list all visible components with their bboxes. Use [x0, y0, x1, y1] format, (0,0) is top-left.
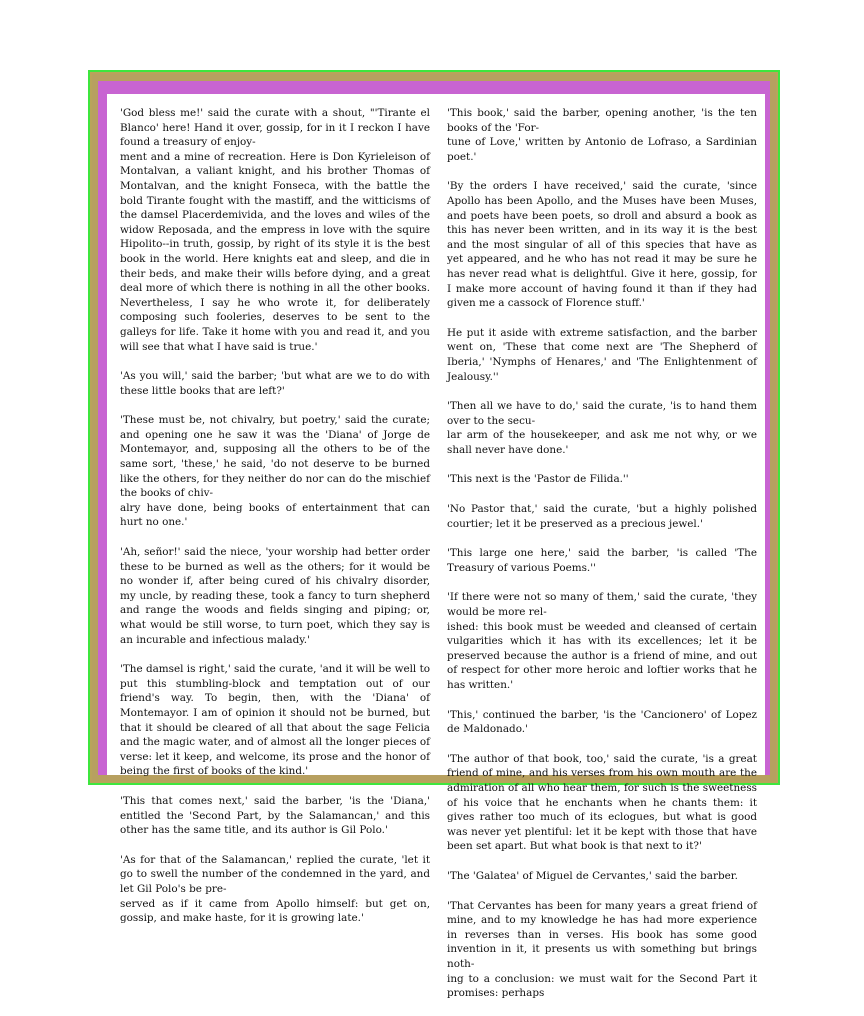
paragraph: 'Then all we have to do,' said the curate, 'is to hand them over to the secu- lar arm of the housekeeper, and ask me not why, or we shall never have done.': [447, 400, 757, 456]
paragraph: 'As for that of the Salamancan,' replied the curate, 'let it go to swell the number of the condemned in the yard, and let Gil Polo's be pre- served as if it came from Apollo himself: but get on, gossip, and make haste, for it is growing late.': [120, 853, 430, 925]
outer-frame: [88, 70, 780, 1000]
right-column: [447, 106, 757, 1016]
paragraph: 'By the orders I have received,' said the curate, 'since Apollo has been Apollo, and the Muses have been Muses, and poets have been poets, so droll and absurd a book as this has never been written, and in its way it is the best and the most singular of all of this species that have as yet appeared, and he who has not read it may be sure he has never read what is delightful. Give it here, gossip, for I make more account of having found it than if they had given me a cassock of Florence stuff.': [447, 180, 757, 310]
paragraph: 'The 'Galatea' of Miguel de Cervantes,' said the barber.: [447, 869, 738, 882]
paragraph: 'The damsel is right,' said the curate, 'and it will be well to put this stumbling-block and temptation out of our friend's way. To begin, then, with the 'Diana' of Montemayor. I am of opinion it should not be burned, but that it should be cleared of all that about the sage Felicia and the magic water, and of almost all the longer pieces of verse: let it keep, and welcome, its prose and the honor of being the first of books of the kind.': [120, 663, 430, 778]
paragraph: 'This that comes next,' said the barber, 'is the 'Diana,' entitled the 'Second Part, by the Salamancan,' and this other has the same title, and its author is Gil Polo.': [120, 794, 430, 837]
paragraph: 'These must be, not chivalry, but poetry,' said the curate; and opening one he saw it was the 'Diana' of Jorge de Montemayor, and, supposing all the others to be of the same sort, 'these,' he said, 'do not deserve to be burned like the others, for they neither do nor can do the mischief the books of chiv- alry have done, being books of entertainment that can hurt no one.': [120, 414, 430, 529]
paragraph: 'No Pastor that,' said the curate, 'but a highly polished courtier; let it be preserved as a precious jewel.': [447, 503, 757, 530]
book-page: [107, 94, 765, 1000]
paragraph: 'This,' continued the barber, 'is the 'Cancionero' of Lopez de Maldonado.': [447, 708, 757, 736]
paragraph: 'This large one here,' said the barber, 'is called 'The Treasury of various Poems.'': [447, 547, 757, 574]
paragraph: 'Ah, señor!' said the niece, 'your worship had better order these to be burned as well as the others; for it would be no wonder if, after being cured of his chivalry disorder, my uncle, by reading these, took a fancy to turn shepherd and range the woods and fields singing and piping; or, what would be still worse, to turn poet, which they say is an incurable and infectious malady.': [120, 546, 430, 646]
paragraph: 'The author of that book, too,' said the curate, 'is a great friend of mine, and his verses from his own mouth are the admiration of all who hear them, for such is the sweetness of his voice that he enchants when he chants them: it gives rather too much of its eclogues, but what is good was never yet plentiful: let it be kept with those that have been set apart. But what book is that next to it?': [447, 752, 757, 853]
paragraph: 'This next is the 'Pastor de Filida.'': [447, 473, 629, 486]
paragraph: 'That Cervantes has been for many years a great friend of mine, and to my knowledge he has had more experience in reverses than in verses. His book has some good invention in it, it presents us with something but brings noth- ing to a conclusion: we must wait for the Second Part it promises: perhaps: [447, 899, 757, 1000]
paragraph: 'This book,' said the barber, opening another, 'is the ten books of the 'For- tune of Love,' written by Antonio de Lofraso, a Sardinian poet.': [447, 107, 757, 163]
paragraph: 'As you will,' said the barber; 'but what are we to do with these little books that are left?': [120, 370, 430, 397]
paragraph: 'If there were not so many of them,' said the curate, 'they would be more rel- ished: this book must be weeded and cleansed of certain vulgarities which it has with its excellences; let it be preserved because the author is a friend of mine, and out of respect for other more heroic and loftier works that he has written.': [447, 591, 757, 691]
paragraph: He put it aside with extreme satisfaction, and the barber went on, 'These that come next are 'The Shepherd of Iberia,' 'Nymphs of Henares,' and 'The Enlightenment of Jealousy.'': [447, 326, 757, 383]
paragraph: 'God bless me!' said the curate with a shout, "'Tirante el Blanco' here! Hand it over, gossip, for in it I reckon I have found a treasury of enjoy- ment and a mine of recreation. Here is Don Kyrieleison of Montalvan, a valiant knight, and his brother Thomas of Montalvan, and the knight Fonseca, with the battle the bold Tirante fought with the mastiff, and the witticisms of the damsel Placerdemivida, and the loves and wiles of the widow Reposada, and the empress in love with the squire Hipolito--in truth, gossip, by right of its style it is the best book in the world. Here knights eat and sleep, and die in their beds, and make their wills before dying, and a great deal more of which there is nothing in all the other books. Nevertheless, I say he who wrote it, for deliberately composing such fooleries, deserves to be sent to the galleys for life. Take it home with you and read it, and you will see that what I have said is true.': [120, 107, 430, 353]
left-column: [120, 106, 430, 941]
